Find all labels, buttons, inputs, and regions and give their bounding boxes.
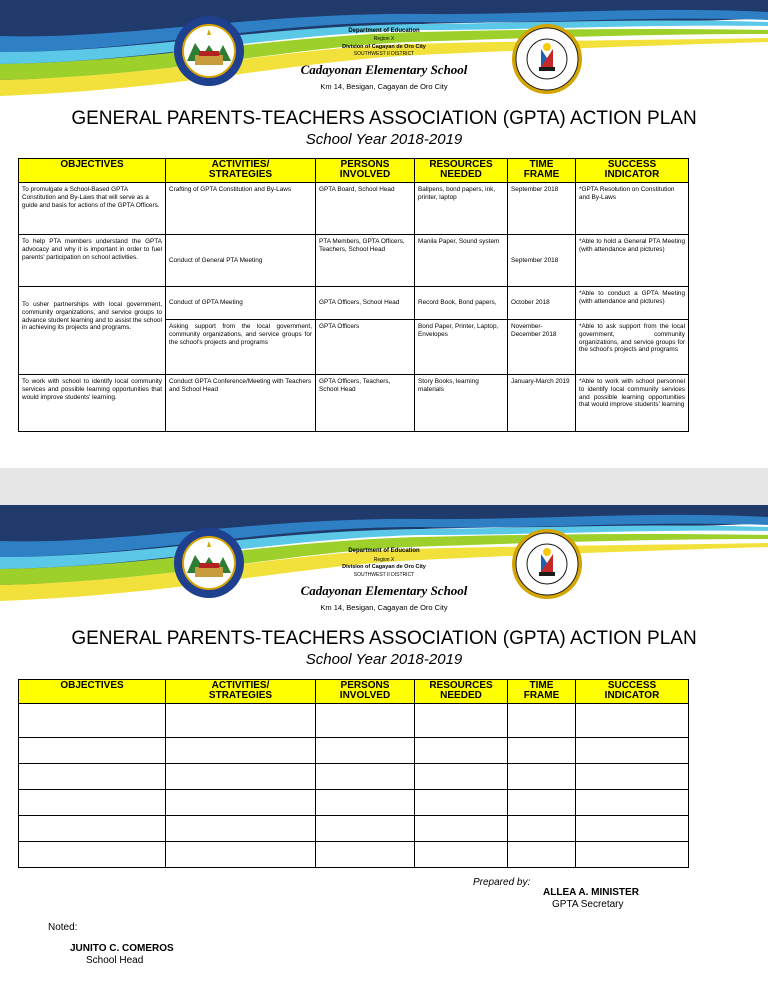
region: Region X xyxy=(373,557,395,563)
column-header: OBJECTIVES xyxy=(19,159,166,183)
persons-cell: GPTA Officers xyxy=(316,320,415,375)
activity-cell: Conduct of GPTA Meeting xyxy=(166,287,316,320)
indicator-cell: *Able to work with school personnel to identify local community services and possible learning opportunities that would improve students' learning xyxy=(576,375,689,432)
noter-title: School Head xyxy=(86,955,144,966)
school-name: Cadayonan Elementary School xyxy=(300,62,468,77)
noted-label: Noted: xyxy=(48,922,78,933)
resources-cell: Record Book, Bond papers, xyxy=(415,287,508,320)
page-2 xyxy=(0,505,768,1006)
table-row xyxy=(19,764,689,790)
page-1 xyxy=(0,0,768,468)
page-gap xyxy=(0,468,768,505)
objective-cell: To promulgate a School-Based GPTA Constitution and By-Laws that will serve as a guide and basis for actions of the GPTA Officers. xyxy=(19,183,166,235)
column-header: SUCCESS INDICATOR xyxy=(576,680,689,704)
division: Division of Cagayan de Oro City xyxy=(342,564,426,570)
time-cell: October 2018 xyxy=(508,287,576,320)
column-header: TIME FRAME xyxy=(508,680,576,704)
table-row xyxy=(19,183,689,235)
time-cell: November-December 2018 xyxy=(508,320,576,375)
school-address: Km 14, Besigan, Cagayan de Oro City xyxy=(320,603,448,612)
column-header: SUCCESS INDICATOR xyxy=(576,159,689,183)
division: Division of Cagayan de Oro City xyxy=(342,44,426,50)
objective-cell: To work with school to identify local community services and possible learning opportunities that would improve students' learning. xyxy=(19,375,166,432)
persons-cell: GPTA Officers, Teachers, School Head xyxy=(316,375,415,432)
page-title: GENERAL PARENTS-TEACHERS ASSOCIATION (GPTA) ACTION PLAN xyxy=(71,628,697,649)
department-name: Department of Education xyxy=(348,548,420,554)
preparer-name: ALLEA A. MINISTER xyxy=(543,887,639,898)
resources-cell: Manila Paper, Sound system xyxy=(415,235,508,287)
objective-cell: To help PTA members understand the GPTA advocacy and why it is important in order to fuel parents' participation on school activities. xyxy=(19,235,166,287)
activity-cell: Crafting of GPTA Constitution and By-Laws xyxy=(166,183,316,235)
district: SOUTHWEST II DISTRICT xyxy=(353,51,415,57)
indicator-cell: *Able to conduct a GPTA Meeting (with attendance and pictures) xyxy=(576,287,689,320)
column-header: PERSONS INVOLVED xyxy=(316,159,415,183)
table-row xyxy=(19,842,689,868)
column-header: ACTIVITIES/ STRATEGIES xyxy=(166,680,316,704)
school-address: Km 14, Besigan, Cagayan de Oro City xyxy=(320,82,448,91)
table-row xyxy=(19,816,689,842)
school-year: School Year 2018-2019 xyxy=(305,131,463,148)
activity-cell: Asking support from the local government, community organizations, and service groups for the school's projects and programs xyxy=(166,320,316,375)
time-cell: September 2018 xyxy=(508,235,576,287)
noter-name: JUNITO C. COMEROS xyxy=(70,943,174,954)
activity-cell: Conduct GPTA Conference/Meeting with Teachers and School Head xyxy=(166,375,316,432)
column-header: PERSONS INVOLVED xyxy=(316,680,415,704)
persons-cell: GPTA Officers, School Head xyxy=(316,287,415,320)
indicator-cell: *Able to ask support from the local government, community organizations, and service groups for the school's projects and programs xyxy=(576,320,689,375)
table-row xyxy=(19,287,689,320)
activity-cell: Conduct of General PTA Meeting xyxy=(166,235,316,287)
objective-cell: To usher partnerships with local government, community organizations, and service groups to advance student learning and to assist the school in achieving its projects and programs. xyxy=(19,287,166,375)
column-header: RESOURCES NEEDED xyxy=(415,680,508,704)
table-row xyxy=(19,704,689,738)
resources-cell: Story Books, learning materials xyxy=(415,375,508,432)
table-row xyxy=(19,790,689,816)
resources-cell: Bond Paper, Printer, Laptop, Envelopes xyxy=(415,320,508,375)
column-header: ACTIVITIES/ STRATEGIES xyxy=(166,159,316,183)
prepared-by-label: Prepared by: xyxy=(473,877,531,888)
region: Region X xyxy=(373,36,395,42)
resources-cell: Ballpens, bond papers, ink, printer, laptop xyxy=(415,183,508,235)
table-row xyxy=(19,235,689,287)
indicator-cell: *Able to hold a General PTA Meeting (with attendance and pictures) xyxy=(576,235,689,287)
school-name: Cadayonan Elementary School xyxy=(300,583,468,598)
indicator-cell: *GPTA Resolution on Constitution and By-Laws xyxy=(576,183,689,235)
table-row xyxy=(19,375,689,432)
district: SOUTHWEST II DISTRICT xyxy=(353,572,415,578)
blank-action-plan-table xyxy=(18,679,689,868)
column-header: TIME FRAME xyxy=(508,159,576,183)
action-plan-table xyxy=(18,158,689,432)
column-header: OBJECTIVES xyxy=(19,680,166,704)
persons-cell: GPTA Board, School Head xyxy=(316,183,415,235)
table-row xyxy=(19,738,689,764)
time-cell: September 2018 xyxy=(508,183,576,235)
page-title: GENERAL PARENTS-TEACHERS ASSOCIATION (GPTA) ACTION PLAN xyxy=(71,108,697,129)
persons-cell: PTA Members, GPTA Officers, Teachers, School Head xyxy=(316,235,415,287)
column-header: RESOURCES NEEDED xyxy=(415,159,508,183)
preparer-title: GPTA Secretary xyxy=(552,899,624,910)
department-name: Department of Education xyxy=(348,28,420,34)
table-header-row xyxy=(19,159,689,183)
table-header-row xyxy=(19,680,689,704)
time-cell: January-March 2019 xyxy=(508,375,576,432)
school-year: School Year 2018-2019 xyxy=(305,651,463,668)
